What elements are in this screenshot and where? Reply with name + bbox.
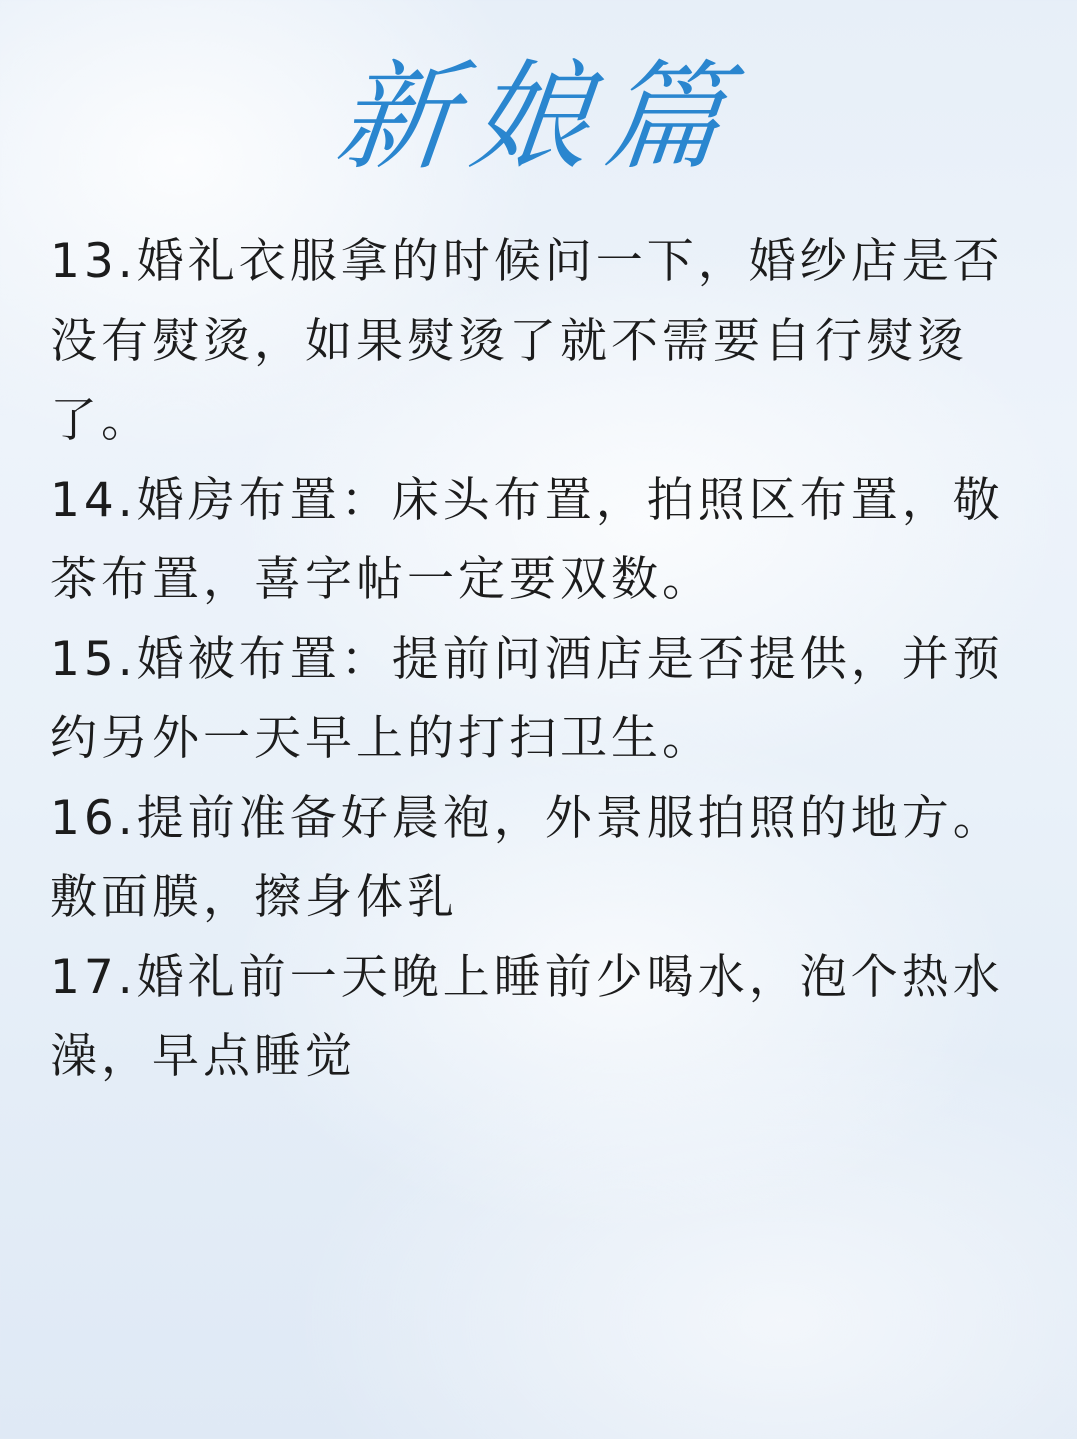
tip-item-13: 13.婚礼衣服拿的时候问一下，婚纱店是否没有熨烫，如果熨烫了就不需要自行熨烫了。 bbox=[50, 234, 1004, 448]
tip-item-16: 16.提前准备好晨袍，外景服拍照的地方。敷面膜，擦身体乳 bbox=[50, 790, 1004, 925]
tip-item-17: 17.婚礼前一天晚上睡前少喝水，泡个热水澡，早点睡觉 bbox=[50, 949, 1004, 1084]
tips-list bbox=[50, 222, 1040, 1097]
tip-item-14: 14.婚房布置：床头布置，拍照区布置，敬茶布置，喜字帖一定要双数。 bbox=[50, 472, 1004, 607]
page-title: 新娘篇 bbox=[330, 48, 747, 186]
tip-item-15: 15.婚被布置：提前问酒店是否提供，并预约另外一天早上的打扫卫生。 bbox=[50, 631, 1004, 766]
